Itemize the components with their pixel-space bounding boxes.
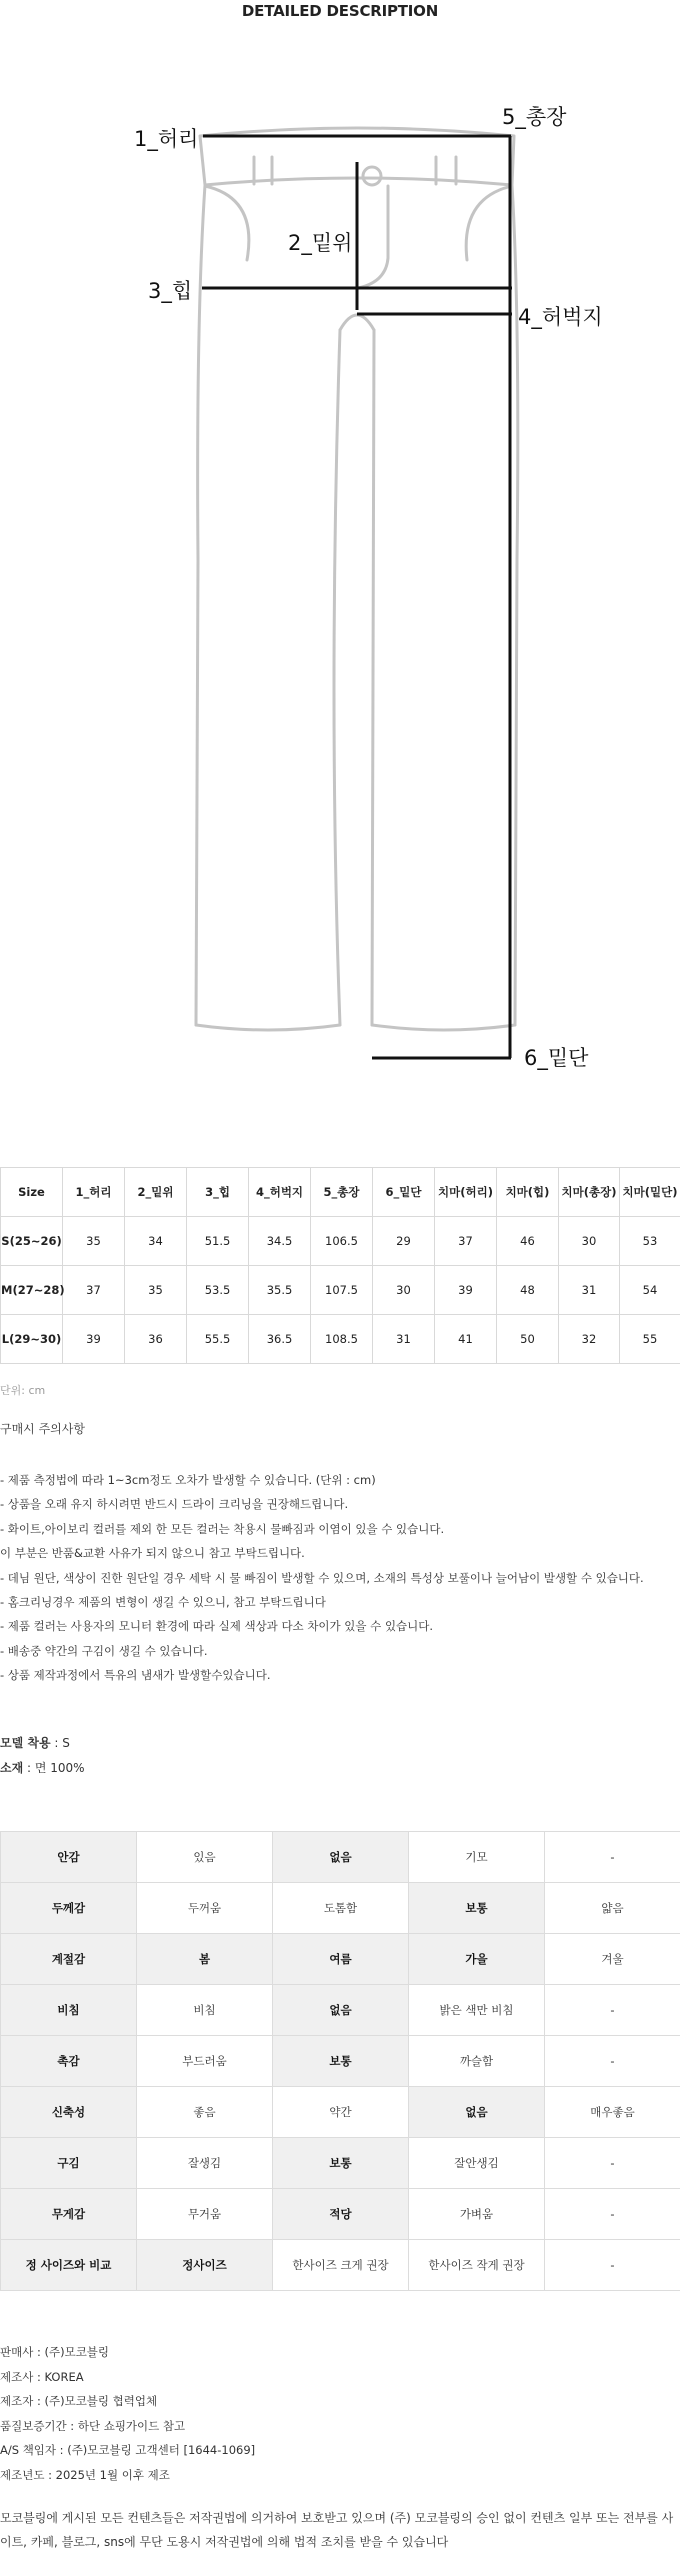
table-cell: 55 xyxy=(620,1315,680,1364)
unit-note: 단위: cm xyxy=(0,1384,46,1397)
label-hem: 6_밑단 xyxy=(524,1046,589,1070)
table-row xyxy=(1,1266,680,1315)
feel-attribute-label: 안감 xyxy=(1,1832,137,1883)
feel-attribute-label: 비침 xyxy=(1,1985,137,2036)
notice-item: - 상품 제작과정에서 특유의 냄새가 발생할수있습니다. xyxy=(0,1668,271,1683)
info-line: 제조년도 : 2025년 1월 이후 제조 xyxy=(0,2467,170,2482)
table-cell: 106.5 xyxy=(311,1217,373,1266)
model-info xyxy=(0,1731,85,1781)
info-line: 제조사 : KOREA xyxy=(0,2369,84,2384)
pocket-outline xyxy=(466,186,512,260)
table-row xyxy=(1,1315,680,1364)
table-cell: 37 xyxy=(63,1266,125,1315)
label-length: 5_총장 xyxy=(502,105,567,129)
feel-option-cell: 없음 xyxy=(409,2087,545,2138)
table-cell: 51.5 xyxy=(187,1217,249,1266)
feel-attribute-label: 구김 xyxy=(1,2138,137,2189)
column-header: Size xyxy=(1,1168,63,1217)
feel-option-cell: 잘안생김 xyxy=(409,2138,545,2189)
fly-outline xyxy=(358,186,388,288)
column-header: 3_힙 xyxy=(187,1168,249,1217)
feel-attribute-label: 두께감 xyxy=(1,1883,137,1934)
feel-option-cell: 여름 xyxy=(273,1934,409,1985)
column-header: 1_허리 xyxy=(63,1168,125,1217)
feel-option-cell: 한사이즈 크게 권장 xyxy=(273,2240,409,2291)
notice-item: 이 부분은 반품&교환 사유가 되지 않으니 참고 부탁드립니다. xyxy=(0,1546,305,1561)
info-line: 제조자 : (주)모코블링 협력업체 xyxy=(0,2394,158,2409)
table-cell: 30 xyxy=(559,1217,620,1266)
page-title: DETAILED DESCRIPTION xyxy=(241,2,439,20)
feel-option-cell: 정사이즈 xyxy=(137,2240,273,2291)
table-cell: 41 xyxy=(435,1315,497,1364)
notice-item: - 홈크리닝경우 제품의 변형이 생길 수 있으니, 참고 부탁드립니다 xyxy=(0,1594,326,1609)
material-value: : 면 100% xyxy=(23,1761,85,1775)
size-cell: M(27~28) xyxy=(1,1266,63,1315)
feel-table-row xyxy=(1,1934,680,1985)
feel-option-cell: 적당 xyxy=(273,2189,409,2240)
table-cell: 31 xyxy=(373,1315,435,1364)
feel-option-cell: - xyxy=(545,2189,680,2240)
table-cell: 107.5 xyxy=(311,1266,373,1315)
feel-option-cell: 좋음 xyxy=(137,2087,273,2138)
feel-attribute-label: 계절감 xyxy=(1,1934,137,1985)
info-line: A/S 책임자 : (주)모코블링 고객센터 [1644-1069] xyxy=(0,2443,256,2458)
table-cell: 46 xyxy=(497,1217,559,1266)
feel-option-cell: 두꺼움 xyxy=(137,1883,273,1934)
size-table-header-row xyxy=(1,1168,680,1217)
feel-option-cell: 밝은 색만 비침 xyxy=(409,1985,545,2036)
feel-option-cell: 기모 xyxy=(409,1832,545,1883)
feel-attribute-label: 무게감 xyxy=(1,2189,137,2240)
column-header: 치마(허리) xyxy=(435,1168,497,1217)
label-rise: 2_밑위 xyxy=(288,231,353,255)
feel-option-cell: - xyxy=(545,2240,680,2291)
pocket-outline xyxy=(205,186,249,260)
table-cell: 30 xyxy=(373,1266,435,1315)
table-cell: 34 xyxy=(125,1217,187,1266)
feel-option-cell: - xyxy=(545,2138,680,2189)
column-header: 2_밑위 xyxy=(125,1168,187,1217)
feel-option-cell: 비침 xyxy=(137,1985,273,2036)
feel-option-cell: 가을 xyxy=(409,1934,545,1985)
table-cell: 31 xyxy=(559,1266,620,1315)
table-cell: 53 xyxy=(620,1217,680,1266)
table-cell: 53.5 xyxy=(187,1266,249,1315)
table-cell: 55.5 xyxy=(187,1315,249,1364)
feel-table-row xyxy=(1,2087,680,2138)
feel-attribute-label: 정 사이즈와 비교 xyxy=(1,2240,137,2291)
table-cell: 39 xyxy=(63,1315,125,1364)
copyright-notice: 모코블링에 게시된 모든 컨텐츠들은 저작권법에 의거하여 보호받고 있으며 (주) 모코블링의 승인 없이 컨텐츠 일부 또는 전부를 사이트, 카페, 블로그, sns에 무단 도용시 저작권법에 의해 법적 조치를 받을 수 있습니다 xyxy=(0,2511,674,2549)
feel-option-cell: 부드러움 xyxy=(137,2036,273,2087)
feel-table-row xyxy=(1,1883,680,1934)
label-hip: 3_힙 xyxy=(148,279,193,303)
table-cell: 35 xyxy=(125,1266,187,1315)
notice-list xyxy=(0,1468,644,1688)
table-cell: 39 xyxy=(435,1266,497,1315)
feel-option-cell: 도톰함 xyxy=(273,1883,409,1934)
feel-option-cell: 까슬함 xyxy=(409,2036,545,2087)
label-waist: 1_허리 xyxy=(134,127,199,151)
size-cell: L(29~30) xyxy=(1,1315,63,1364)
table-cell: 35 xyxy=(63,1217,125,1266)
feel-table-row xyxy=(1,1832,680,1883)
hem-outline xyxy=(372,1025,515,1030)
table-cell: 36.5 xyxy=(249,1315,311,1364)
label-thigh: 4_허벅지 xyxy=(518,305,603,329)
pants-measurement-diagram xyxy=(0,80,680,1080)
column-header: 치마(힙) xyxy=(497,1168,559,1217)
feel-option-cell: 봄 xyxy=(137,1934,273,1985)
model-fit-label: 모델 착용 xyxy=(0,1736,51,1750)
feel-option-cell: 얇음 xyxy=(545,1883,680,1934)
feel-option-cell: 보통 xyxy=(273,2036,409,2087)
column-header: 치마(총장) xyxy=(559,1168,620,1217)
feel-table-row xyxy=(1,2189,680,2240)
notice-item: - 제품 컬러는 사용자의 모니터 환경에 따라 실제 색상과 다소 차이가 있을 수 있습니다. xyxy=(0,1619,434,1634)
feel-table-row xyxy=(1,2036,680,2087)
feel-option-cell: 없음 xyxy=(273,1985,409,2036)
table-cell: 29 xyxy=(373,1217,435,1266)
notice-item: - 데님 원단, 색상이 진한 원단일 경우 세탁 시 물 빠짐이 발생할 수 있으며, 소재의 특성상 보풀이나 늘어남이 발생할 수 있습니다. xyxy=(0,1570,644,1585)
feel-table-row xyxy=(1,2240,680,2291)
model-fit-line xyxy=(0,1731,85,1756)
feel-table-row xyxy=(1,1985,680,2036)
column-header: 치마(밑단) xyxy=(620,1168,680,1217)
feel-option-cell: 없음 xyxy=(273,1832,409,1883)
notice-item: - 제품 측정법에 따라 1~3cm정도 오차가 발생할 수 있습니다. (단위 : cm) xyxy=(0,1473,376,1487)
size-cell: S(25~26) xyxy=(1,1217,63,1266)
feel-option-cell: 매우좋음 xyxy=(545,2087,680,2138)
notice-title: 구매시 주의사항 xyxy=(0,1422,85,1436)
feel-option-cell: 잘생김 xyxy=(137,2138,273,2189)
feel-option-cell: 무거움 xyxy=(137,2189,273,2240)
table-cell: 54 xyxy=(620,1266,680,1315)
material-label: 소재 xyxy=(0,1761,24,1775)
table-cell: 50 xyxy=(497,1315,559,1364)
table-cell: 37 xyxy=(435,1217,497,1266)
fabric-feel-table xyxy=(0,1831,680,2291)
feel-option-cell: 겨울 xyxy=(545,1934,680,1985)
table-cell: 35.5 xyxy=(249,1266,311,1315)
table-cell: 108.5 xyxy=(311,1315,373,1364)
material-line xyxy=(0,1756,85,1781)
feel-option-cell: 보통 xyxy=(273,2138,409,2189)
hem-outline xyxy=(196,1025,340,1030)
notice-item: - 화이트,아이보리 컬러를 제외 한 모든 컬러는 착용시 물빠짐과 이염이 있을 수 있습니다. xyxy=(0,1521,445,1536)
size-table xyxy=(0,1167,680,1364)
right-leg-outline xyxy=(512,185,518,1025)
crotch-outline xyxy=(340,315,374,330)
left-leg-outline xyxy=(196,185,205,1025)
feel-table-row xyxy=(1,2138,680,2189)
inner-leg-outline xyxy=(334,330,340,1025)
feel-option-cell: - xyxy=(545,1985,680,2036)
feel-attribute-label: 촉감 xyxy=(1,2036,137,2087)
feel-attribute-label: 신축성 xyxy=(1,2087,137,2138)
model-fit-value: : S xyxy=(50,1736,70,1750)
table-cell: 48 xyxy=(497,1266,559,1315)
product-info xyxy=(0,2340,255,2488)
inner-leg-outline xyxy=(372,330,374,1025)
feel-option-cell: 있음 xyxy=(137,1832,273,1883)
feel-option-cell: 보통 xyxy=(409,1883,545,1934)
notice-item: - 배송중 약간의 구김이 생길 수 있습니다. xyxy=(0,1643,208,1658)
column-header: 6_밑단 xyxy=(373,1168,435,1217)
feel-option-cell: - xyxy=(545,1832,680,1883)
button-outline xyxy=(363,167,381,185)
info-line: 판매사 : (주)모코블링 xyxy=(0,2345,110,2359)
column-header: 4_허벅지 xyxy=(249,1168,311,1217)
feel-option-cell: - xyxy=(545,2036,680,2087)
notice-item: - 상품을 오래 유지 하시려면 반드시 드라이 크리닝을 권장해드립니다. xyxy=(0,1497,349,1512)
info-line: 품질보증기간 : 하단 쇼핑가이드 참고 xyxy=(0,2418,186,2433)
table-cell: 34.5 xyxy=(249,1217,311,1266)
feel-option-cell: 약간 xyxy=(273,2087,409,2138)
feel-option-cell: 한사이즈 작게 권장 xyxy=(409,2240,545,2291)
table-cell: 36 xyxy=(125,1315,187,1364)
table-row xyxy=(1,1217,680,1266)
table-cell: 32 xyxy=(559,1315,620,1364)
feel-option-cell: 가벼움 xyxy=(409,2189,545,2240)
column-header: 5_총장 xyxy=(311,1168,373,1217)
